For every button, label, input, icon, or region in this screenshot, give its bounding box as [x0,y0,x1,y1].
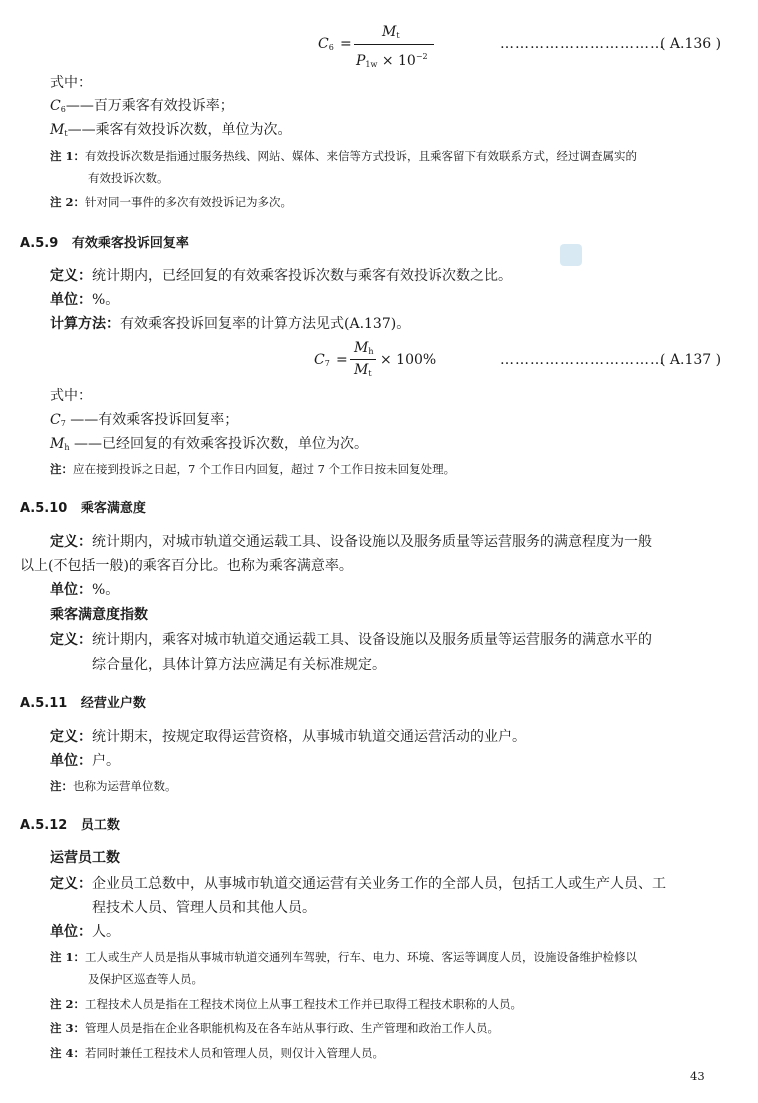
a58-note1-line1: 有效投诉次数是指通过服务热线、网站、媒体、来信等方式投诉，且乘客留下有效联系方式，经过调查属实的 [85,149,638,163]
a58-note2-prefix: 注 2： [50,195,86,209]
a511-note-text: 也称为运营单位数。 [73,779,177,793]
a59-unit-text: %。 [92,292,120,308]
a58-var-c6 [50,96,234,120]
a511-note [50,778,177,794]
a512-subtitle: 运营员工数 [50,850,120,866]
a512-note1 [50,949,637,965]
a59-var1-symbol: C [50,412,61,428]
a59-var2-desc: ——已经回复的有效乘客投诉次数，单位为次。 [73,436,368,452]
a511-unit [50,751,120,771]
a512-note3 [50,1020,499,1036]
a512-heading [20,814,120,833]
eq136-num-subscript: t [396,31,400,40]
a59-var1-desc: ——有效乘客投诉回复率； [70,412,239,428]
eq137-den-symbol: M [354,362,369,378]
a512-def-label: 定义： [50,876,92,892]
a59-heading-title: 有效乘客投诉回复率 [71,236,189,251]
eq136-label: ( A.136 ) [660,36,722,52]
a58-var-mt [50,120,292,144]
a510-unit-text: %。 [92,582,120,598]
eq136-denominator [356,47,428,75]
eq137-multiplier: × 100% [380,352,437,368]
a59-def-label: 定义： [50,268,92,284]
a510-subtitle: 乘客满意度指数 [50,607,148,623]
a512-note2-prefix: 注 2： [50,997,86,1011]
eq137-num-subscript: h [368,347,374,356]
a512-heading-title: 员工数 [80,818,120,833]
a58-var1-subscript: 6 [60,105,66,114]
a59-calc-method [50,314,410,334]
a511-heading [20,692,146,711]
a59-calc-text: 有效乘客投诉回复率的计算方法见式(A.137)。 [120,316,411,332]
eq136-equals: = [340,36,352,52]
eq137-num-symbol: M [354,340,369,356]
a510-def-line2: 以上(不包括一般)的乘客百分比。也称为乘客满意率。 [20,558,353,574]
a511-heading-number: A.5.11 [20,696,68,711]
a59-definition [50,266,512,286]
eq136-lhs-subscript: 6 [328,43,334,52]
a510-heading-number: A.5.10 [20,501,68,516]
watermark-logo [560,244,582,266]
a511-heading-title: 经营业户数 [80,696,146,711]
a510-unit-label: 单位： [50,582,92,598]
a512-definition [50,874,666,894]
a510-heading [20,497,146,516]
a511-note-prefix: 注： [50,779,73,793]
eq137-label: ( A.137 ) [660,352,722,368]
a59-def-text: 统计期内，已经回复的有效乘客投诉次数与乘客有效投诉次数之比。 [92,268,512,284]
eq137-lhs-symbol: C [314,352,325,368]
a510-definition [50,532,652,552]
a58-shizhong: 式中： [50,75,92,91]
a512-note4-text: 若同时兼任工程技术人员和管理人员，则仅计入管理人员。 [85,1046,385,1060]
eq137-equals: = [336,352,348,368]
page-number: 43 [690,1069,705,1083]
a58-var2-symbol: M [50,122,65,138]
eq136-num-symbol: M [382,24,397,40]
a58-var2-desc: ——乘客有效投诉次数，单位为次。 [67,122,292,138]
eq137-lhs-subscript: 7 [324,359,330,368]
a59-var-c7 [50,410,238,434]
a511-definition [50,727,526,747]
a59-var-mh [50,434,368,458]
a59-var1-subscript: 7 [60,419,66,428]
eq137-den-subscript: t [368,369,372,378]
equation-a136 [318,20,758,70]
a510-def-label: 定义： [50,534,92,550]
a512-def-line2: 程技术人员、管理人员和其他人员。 [92,900,316,916]
a510-sub-def-line1: 统计期内，乘客对城市轨道交通运载工具、设备设施以及服务质量等运营服务的满意水平的 [92,632,652,648]
a59-unit-label: 单位： [50,292,92,308]
a59-calc-label: 计算方法： [50,316,120,332]
a510-sub-definition [50,630,652,650]
a511-def-text: 统计期末，按规定取得运营资格，从事城市轨道交通运营活动的业户。 [92,729,526,745]
a59-shizhong: 式中： [50,388,92,404]
a58-note2-text: 针对同一事件的多次有效投诉记为多次。 [85,195,293,209]
a511-unit-text: 户。 [92,753,120,769]
a510-unit [50,580,119,600]
a59-var2-symbol: M [50,436,65,452]
a58-note1 [50,148,637,164]
a510-sub-def-label: 定义： [50,632,92,648]
eq136-numerator [382,22,400,46]
eq137-leader-dots: …………………………… [500,352,665,368]
a512-unit [50,922,120,942]
a512-note1-prefix: 注 1： [50,950,86,964]
a512-unit-text: 人。 [92,924,120,940]
a512-unit-label: 单位： [50,924,92,940]
eq136-den-rest: × 10 [381,53,416,69]
a510-heading-title: 乘客满意度 [80,501,146,516]
a59-unit [50,290,119,310]
a512-note2-text: 工程技术人员是指在工程技术岗位上从事工程技术工作并已取得工程技术职称的人员。 [85,997,523,1011]
a510-sub-def-line2: 综合量化，具体计算方法应满足有关标准规定。 [92,657,386,673]
a511-def-label: 定义： [50,729,92,745]
a58-note1-line2: 有效投诉次数。 [88,171,169,185]
eq136-fraction-bar [354,44,434,45]
eq136-den-symbol: P [356,53,366,69]
a58-var1-desc: ——百万乘客有效投诉率； [65,98,234,114]
a59-var2-subscript: h [64,443,70,452]
a59-heading [20,232,189,251]
a512-note3-text: 管理人员是指在企业各职能机构及在各车站从事行政、生产管理和政治工作人员。 [85,1021,500,1035]
eq137-denominator [354,360,372,384]
a512-note1-line1: 工人或生产人员是指从事城市轨道交通列车驾驶，行车、电力、环境、客运等调度人员，设施设备维护检修以 [85,950,638,964]
a59-note [50,461,455,477]
a511-unit-label: 单位： [50,753,92,769]
a512-note4-prefix: 注 4： [50,1046,86,1060]
a512-note1-line2: 及保护区巡查等人员。 [88,972,203,986]
a58-var2-subscript: t [64,129,68,138]
eq136-leader-dots: …………………………… [500,36,665,52]
a59-note-prefix: 注： [50,462,73,476]
equation-a137 [314,338,758,382]
a512-note3-prefix: 注 3： [50,1021,86,1035]
a58-var1-symbol: C [50,98,61,114]
a58-note2 [50,194,292,210]
a59-note-text: 应在接到投诉之日起，7 个工作日内回复，超过 7 个工作日按未回复处理。 [73,462,456,476]
a58-note1-prefix: 注 1： [50,149,86,163]
eq136-den-subscript: 1w [365,60,378,69]
a59-heading-number: A.5.9 [20,236,59,251]
a512-heading-number: A.5.12 [20,818,68,833]
a512-def-line1: 企业员工总数中，从事城市轨道交通运营有关业务工作的全部人员，包括工人或生产人员、工 [92,876,666,892]
eq136-lhs-symbol: C [318,36,329,52]
eq136-lhs [318,34,334,58]
a512-note2 [50,996,522,1012]
eq136-den-exponent: −2 [415,52,428,61]
a510-def-line1: 统计期内，对城市轨道交通运载工具、设备设施以及服务质量等运营服务的满意程度为一般 [92,534,652,550]
a512-note4 [50,1045,384,1061]
eq137-lhs [314,350,330,374]
